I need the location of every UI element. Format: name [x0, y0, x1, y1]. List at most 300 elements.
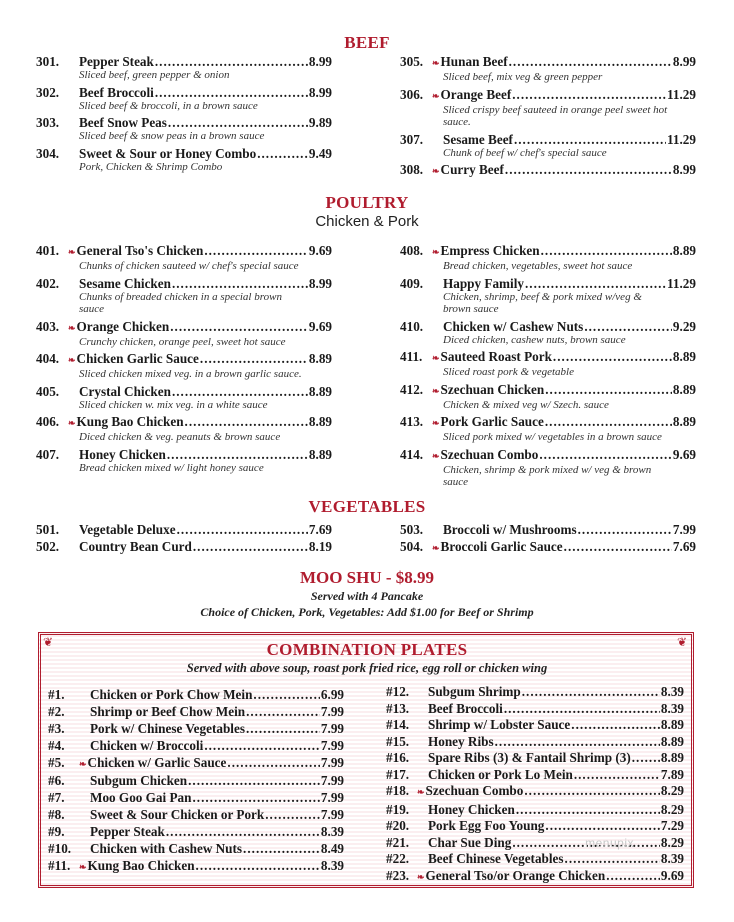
dot-leader [512, 87, 666, 102]
menu-item-line [400, 162, 696, 179]
menu-item-line [36, 243, 332, 260]
combination-plates-note: Served with above soup, roast pork fried rice, egg roll or chicken wing [186, 661, 548, 675]
item-name: Beef Snow Peas [79, 115, 167, 130]
pepper-icon: ❧ [432, 166, 440, 176]
vegetables-title: VEGETABLES [308, 497, 426, 516]
item-number: 502. [36, 539, 60, 554]
item-description: Sliced beef, green pepper & onion [79, 69, 230, 81]
item-name: Pork Egg Foo Young [428, 818, 545, 833]
item-price: 8.99 [672, 162, 696, 177]
item-number: #2. [48, 703, 65, 719]
menu-item-line [36, 115, 332, 130]
pepper-icon: ❧ [417, 871, 425, 882]
dot-leader [155, 54, 308, 69]
vegetables-right-column [400, 522, 696, 558]
item-name: Subgum Chicken [90, 773, 188, 789]
menu-item [386, 835, 684, 850]
item-name: Shrimp or Beef Chow Mein [90, 703, 246, 719]
dot-leader [204, 738, 320, 753]
menu-item-line [386, 734, 684, 749]
item-number: 402. [36, 275, 60, 291]
menu-item-line [48, 841, 344, 856]
mooshu-title: MOO SHU - $8.99 [299, 568, 435, 587]
item-number: #22. [386, 851, 410, 866]
menu-item [36, 522, 332, 537]
item-price: 8.99 [308, 275, 332, 291]
menu-item [386, 767, 684, 782]
menu-item-line [386, 802, 684, 817]
menu-item [400, 54, 696, 84]
dot-leader [155, 85, 308, 100]
dot-leader [578, 522, 672, 537]
menu-item-line [386, 717, 684, 732]
menu-item [48, 738, 344, 753]
item-name: General Tso/or Orange Chicken [425, 867, 606, 883]
item-price: 9.69 [660, 867, 684, 883]
item-price: 8.29 [660, 801, 684, 817]
menu-item [400, 162, 696, 179]
item-description: Diced chicken & veg. peanuts & brown sauce [79, 431, 281, 443]
item-name: Szechuan Combo [425, 783, 524, 798]
item-number: 404. [36, 351, 60, 366]
dot-leader [246, 704, 320, 719]
item-description: Pork, Chicken & Shrimp Combo [79, 160, 223, 173]
item-number: #8. [48, 807, 65, 823]
item-name: Orange Beef [440, 86, 512, 102]
dot-leader [192, 790, 319, 805]
pepper-icon: ❧ [432, 385, 440, 396]
item-price: 8.29 [660, 834, 684, 850]
menu-item-line [48, 773, 344, 788]
item-price: 8.39 [660, 684, 684, 699]
menu-item-line [48, 824, 344, 839]
item-description: sauce [79, 303, 105, 315]
item-description: Crunchy chicken, orange peel, sweet hot sauce [79, 335, 286, 348]
menu-item [400, 414, 696, 444]
item-price: 7.99 [320, 720, 344, 736]
menu-item [36, 351, 332, 381]
item-description: Sliced crispy beef sauteed in orange peel sweet hot [443, 103, 668, 116]
item-price: 7.99 [320, 807, 344, 823]
item-name: Beef Chinese Vegetables [428, 851, 564, 866]
menu-item-line [400, 522, 696, 537]
menu-item-line [386, 868, 684, 885]
menu-item-line [400, 539, 696, 556]
menu-item-line [36, 522, 332, 537]
ornament-icon: ❦ [677, 635, 688, 649]
item-number: 413. [400, 414, 424, 429]
item-description: Chunks of chicken sauteed w/ chef's special sauce [79, 260, 299, 272]
pepper-icon: ❧ [432, 418, 440, 428]
dot-leader [524, 783, 660, 798]
item-price: 8.19 [308, 539, 332, 554]
menu-item [48, 824, 344, 839]
menu-item [386, 802, 684, 817]
item-number: #20. [386, 818, 410, 833]
item-number: 501. [36, 522, 60, 537]
item-price: 8.39 [320, 857, 344, 873]
menu-item [400, 276, 696, 316]
menu-item [36, 539, 332, 554]
item-price: 7.99 [320, 754, 344, 770]
item-name: General Tso's Chicken [76, 243, 204, 258]
dot-leader [525, 276, 666, 291]
beef-right-column [400, 54, 696, 182]
dot-leader [257, 146, 308, 161]
menu-item [48, 841, 344, 856]
menu-item-line [36, 319, 332, 336]
menu-item-line [386, 783, 684, 800]
item-name: Beef Broccoli [79, 84, 154, 100]
item-price: 8.89 [308, 351, 332, 366]
menu-item-line [400, 54, 696, 71]
item-description: Sliced beef & broccoli, in a brown sauce [79, 99, 258, 112]
pepper-icon: ❧ [432, 90, 440, 101]
item-number: 307. [400, 131, 424, 147]
item-name: Spare Ribs (3) & Fantail Shrimp (3) [428, 750, 631, 765]
dot-leader [167, 447, 308, 462]
item-description: Bread chicken, vegetables, sweet hot sauce [443, 260, 633, 272]
item-number: #16. [386, 750, 410, 765]
watermark: menupix [585, 836, 634, 850]
menu-item-line [36, 276, 332, 291]
item-number: 302. [36, 84, 60, 100]
item-price: 8.89 [660, 750, 684, 765]
dot-leader [253, 687, 320, 702]
dot-leader [177, 522, 308, 537]
item-description: Sliced beef & snow peas in a brown sauce [79, 130, 265, 142]
menu-item [48, 721, 344, 736]
menu-item [48, 773, 344, 788]
pepper-icon: ❧ [79, 861, 87, 872]
dot-leader [227, 755, 320, 770]
menu-item [386, 717, 684, 732]
menu-item-line [400, 349, 696, 366]
item-price: 8.39 [660, 700, 684, 716]
item-price: 9.49 [308, 145, 332, 161]
item-description: Sliced chicken w. mix veg. in a white sauce [79, 398, 268, 411]
menu-item-line [400, 132, 696, 147]
item-price: 8.49 [320, 841, 344, 857]
item-number: #23. [386, 867, 410, 883]
item-name: Broccoli Garlic Sauce [440, 539, 563, 554]
item-name: Chicken or Pork Lo Mein [428, 766, 573, 782]
menu-item [400, 243, 696, 273]
item-name: Szechuan Chicken [440, 381, 545, 397]
dot-leader [545, 382, 672, 397]
item-name: Kung Bao Chicken [76, 414, 184, 429]
item-price: 11.29 [667, 275, 696, 291]
menu-item [36, 319, 332, 349]
menu-item-line [36, 414, 332, 431]
item-description: Chunk of beef w/ chef's special sauce [443, 146, 607, 159]
combo-right-column [386, 684, 684, 886]
menu-item-line [36, 384, 332, 399]
menu-item [386, 851, 684, 866]
item-description: brown sauce [443, 303, 499, 315]
item-price: 7.99 [320, 790, 344, 806]
item-number: #7. [48, 790, 65, 806]
menu-item [36, 115, 332, 143]
menu-item [36, 54, 332, 82]
item-name: Chicken with Cashew Nuts [90, 841, 243, 857]
menu-item-line [48, 807, 344, 822]
item-description: Sliced beef, mix veg & green pepper [443, 71, 603, 83]
dot-leader [495, 734, 660, 749]
menu-item [36, 384, 332, 412]
item-price: 7.99 [320, 737, 344, 753]
item-price: 8.89 [672, 414, 696, 429]
menu-item-line [48, 790, 344, 805]
item-number: #1. [48, 687, 65, 702]
menu-item [400, 447, 696, 489]
item-description: sauce [443, 476, 469, 488]
item-name: Sweet & Sour or Honey Combo [79, 145, 257, 161]
menu-item [48, 807, 344, 822]
dot-leader [172, 276, 308, 291]
dot-leader [632, 750, 660, 765]
item-number: #10. [48, 841, 72, 857]
item-number: 406. [36, 414, 60, 429]
item-price: 7.89 [660, 766, 684, 782]
item-number: 405. [36, 383, 60, 399]
menu-item-line [36, 351, 332, 368]
menu-item [400, 87, 696, 129]
menu-item [400, 539, 696, 556]
menu-item [386, 750, 684, 765]
menu-item [400, 319, 696, 347]
dot-leader [545, 414, 672, 429]
item-price: 7.99 [320, 773, 344, 789]
item-price: 8.89 [672, 349, 696, 364]
menu-item-line [48, 755, 344, 772]
ornament-icon: ❦ [43, 635, 54, 649]
menu-item-line [386, 701, 684, 716]
dot-leader [514, 132, 666, 147]
item-number: 303. [36, 115, 60, 130]
item-price: 8.89 [672, 381, 696, 397]
item-price: 7.69 [308, 522, 332, 537]
menu-item-line [386, 767, 684, 782]
menu-item-line [400, 87, 696, 104]
item-price: 8.89 [308, 414, 332, 429]
item-price: 7.99 [672, 522, 696, 537]
dot-leader [541, 243, 672, 258]
item-name: Chicken w/ Broccoli [90, 737, 204, 753]
dot-leader [166, 824, 320, 839]
menu-item-line [386, 684, 684, 699]
item-price: 8.99 [308, 54, 332, 69]
menu-item [36, 276, 332, 316]
item-description: Diced chicken, cashew nuts, brown sauce [443, 333, 626, 346]
item-description: Sliced roast pork & vegetable [443, 366, 574, 378]
item-price: 7.99 [320, 703, 344, 719]
menu-item [386, 684, 684, 699]
dot-leader [170, 319, 308, 334]
item-price: 9.69 [308, 243, 332, 258]
item-name: Curry Beef [440, 162, 504, 177]
item-name: Chicken or Pork Chow Mein [90, 687, 253, 702]
item-number: #3. [48, 720, 65, 736]
dot-leader [193, 539, 308, 554]
pepper-icon: ❧ [432, 247, 440, 257]
poultry-subtitle: Chicken & Pork [315, 213, 419, 230]
dot-leader [565, 851, 660, 866]
menu-item-line [36, 539, 332, 554]
item-number: #13. [386, 700, 410, 716]
item-name: Country Bean Curd [79, 539, 192, 554]
item-number: #9. [48, 824, 65, 840]
item-number: 504. [400, 539, 424, 554]
menu-item [36, 243, 332, 273]
item-number: 407. [36, 446, 60, 462]
item-description: Chicken & mixed veg w/ Szech. sauce [443, 398, 609, 411]
item-price: 7.29 [660, 818, 684, 833]
menu-item-line [400, 319, 696, 334]
item-number: 301. [36, 54, 60, 69]
item-number: 411. [400, 349, 423, 364]
item-description: sauce. [443, 116, 471, 128]
menu-item-line [36, 146, 332, 161]
item-number: 403. [36, 318, 60, 334]
item-name: Chicken Garlic Sauce [76, 351, 199, 366]
pepper-icon: ❧ [68, 355, 76, 365]
dot-leader [200, 351, 308, 366]
menu-item [48, 755, 344, 772]
item-number: 414. [400, 446, 424, 462]
item-number: 410. [400, 318, 424, 334]
item-name: Shrimp w/ Lobster Sauce [428, 717, 571, 732]
item-description: Sliced chicken mixed veg. in a brown garlic sauce. [79, 368, 302, 380]
item-price: 8.39 [660, 851, 684, 866]
item-name: Broccoli w/ Mushrooms [443, 522, 577, 537]
item-name: Pork w/ Chinese Vegetables [90, 720, 245, 736]
item-price: 8.99 [672, 54, 696, 69]
vegetables-left-column [36, 522, 332, 556]
menu-item [48, 790, 344, 805]
dot-leader [265, 807, 320, 822]
item-name: Sesame Beef [443, 131, 513, 147]
pepper-icon: ❧ [432, 450, 440, 461]
item-name: Honey Ribs [428, 733, 494, 749]
item-number: #14. [386, 717, 410, 732]
item-number: 304. [36, 145, 60, 161]
menu-item [36, 146, 332, 174]
item-name: Chicken w/ Garlic Sauce [87, 754, 227, 770]
poultry-left-column [36, 243, 332, 477]
item-name: Kung Bao Chicken [87, 857, 195, 873]
menu-item-line [48, 704, 344, 719]
menu-item-line [400, 414, 696, 431]
beef-title: BEEF [344, 33, 390, 52]
menu-item-line [386, 835, 684, 850]
pepper-icon: ❧ [79, 758, 87, 769]
item-description: Sliced pork mixed w/ vegetables in a brown sauce [443, 431, 662, 443]
item-number: #17. [386, 766, 410, 782]
item-name: Sesame Chicken [79, 275, 171, 291]
menu-item [386, 818, 684, 833]
item-name: Pork Garlic Sauce [440, 414, 544, 429]
item-price: 11.29 [667, 86, 696, 102]
menu-item [48, 704, 344, 719]
menu-item [36, 447, 332, 475]
pepper-icon: ❧ [68, 322, 76, 333]
pepper-icon: ❧ [432, 353, 440, 363]
item-number: 408. [400, 243, 424, 258]
item-name: Sweet & Sour Chicken or Pork [90, 807, 265, 823]
item-number: #6. [48, 773, 65, 789]
dot-leader [505, 162, 672, 177]
dot-leader [204, 243, 308, 258]
menu-item-line [386, 750, 684, 765]
item-number: #5. [48, 754, 65, 770]
menu-item [48, 687, 344, 702]
item-name: Hunan Beef [440, 54, 508, 69]
item-price: 7.69 [672, 539, 696, 554]
menu-item-line [48, 858, 344, 875]
item-name: Pepper Steak [90, 824, 165, 840]
menu-item [400, 349, 696, 379]
dot-leader [571, 717, 660, 732]
dot-leader [504, 701, 660, 716]
dot-leader [539, 447, 672, 462]
item-name: Orange Chicken [76, 318, 170, 334]
poultry-right-column [400, 243, 696, 492]
menu-item-line [400, 243, 696, 260]
dot-leader [196, 858, 320, 873]
menu-item-line [386, 818, 684, 833]
item-name: Pepper Steak [79, 54, 154, 69]
dot-leader [606, 868, 660, 883]
item-price: 9.69 [308, 318, 332, 334]
item-name: Empress Chicken [440, 243, 540, 258]
item-price: 9.29 [672, 318, 696, 334]
dot-leader [246, 721, 320, 736]
item-number: 305. [400, 54, 424, 69]
menu-item-line [36, 447, 332, 462]
pepper-icon: ❧ [417, 787, 425, 797]
item-name: Honey Chicken [79, 446, 166, 462]
dot-leader [516, 802, 660, 817]
menu-item-line [400, 382, 696, 399]
menu-item-line [48, 738, 344, 753]
item-price: 11.29 [667, 131, 696, 147]
menu-item-line [48, 687, 344, 702]
menu-item [400, 132, 696, 160]
menu-item-line [48, 721, 344, 736]
item-name: Moo Goo Gai Pan [90, 790, 192, 806]
dot-leader [545, 818, 660, 833]
item-number: #19. [386, 801, 410, 817]
menu-item [386, 868, 684, 885]
menu-item-line [400, 447, 696, 464]
dot-leader [188, 773, 320, 788]
item-number: 412. [400, 381, 424, 397]
item-name: Chicken w/ Cashew Nuts [443, 318, 584, 334]
menu-item [400, 522, 696, 537]
item-name: Vegetable Deluxe [79, 522, 176, 537]
item-number: 308. [400, 162, 424, 177]
item-number: #11. [48, 857, 71, 873]
item-description: Chunks of breaded chicken in a special brown [79, 290, 282, 303]
item-price: 8.39 [320, 824, 344, 840]
item-price: 6.99 [320, 687, 344, 702]
menu-item [48, 858, 344, 875]
item-name: Honey Chicken [428, 801, 515, 817]
dot-leader [185, 414, 308, 429]
item-price: 8.99 [308, 84, 332, 100]
item-price: 8.89 [308, 383, 332, 399]
